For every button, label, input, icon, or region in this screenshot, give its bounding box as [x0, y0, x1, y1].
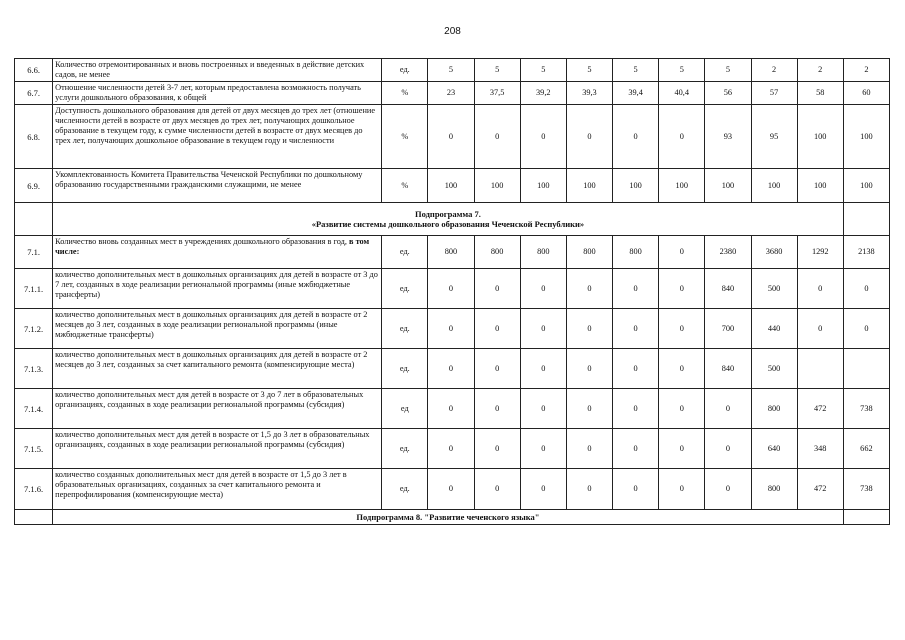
row-number: 7.1.1. — [15, 269, 53, 309]
row-number: 7.1.3. — [15, 349, 53, 389]
row-description: количество дополнительных мест для детей в возрасте от 1,5 до 3 лет в образовательных организациях, созданных в ходе реализации региональной программы (субсидия) — [53, 429, 382, 469]
row-description: количество дополнительных мест в дошкольных организациях для детей в возрасте от 3 до 7 лет, созданных в ходе реализации региональной программы (иные мжбюджетные трансферты) — [53, 269, 382, 309]
value-cell: 100 — [474, 169, 520, 203]
value-cell: 0 — [520, 349, 566, 389]
row-description — [53, 236, 382, 269]
row-description: Доступность дошкольного образования для детей от двух месяцев до трех лет (отношение численности детей в возрасте от двух месяцев до трех лет, получающих дошкольное образование в текущем году, к сумме численности детей в возрасте от двух месяцев до трех лет, получающих дошкольное образование в текущем году и численности — [53, 105, 382, 169]
value-cell: 100 — [797, 169, 843, 203]
table-row — [15, 389, 890, 429]
value-cell: 0 — [566, 105, 612, 169]
value-cell: 5 — [659, 59, 705, 82]
value-cell: 472 — [797, 389, 843, 429]
value-cell: 1292 — [797, 236, 843, 269]
row-number: 6.9. — [15, 169, 53, 203]
value-cell: 0 — [659, 429, 705, 469]
value-cell: 0 — [474, 269, 520, 309]
indicators-table — [14, 58, 890, 525]
row-description: количество дополнительных мест в дошкольных организациях для детей в возрасте от 2 месяцев до 3 лет, созданных в ходе реализации региональной программы (иные мжбюджетные трансферты) — [53, 309, 382, 349]
value-cell: 23 — [428, 82, 474, 105]
value-cell: 39,4 — [613, 82, 659, 105]
value-cell: 0 — [520, 469, 566, 510]
value-cell: 0 — [566, 389, 612, 429]
value-cell: 662 — [843, 429, 889, 469]
unit-cell: ед. — [382, 236, 428, 269]
value-cell: 0 — [520, 309, 566, 349]
unit-cell: ед. — [382, 349, 428, 389]
row-number: 7.1.6. — [15, 469, 53, 510]
value-cell: 100 — [566, 169, 612, 203]
value-cell: 348 — [797, 429, 843, 469]
value-cell: 0 — [613, 349, 659, 389]
value-cell: 5 — [474, 59, 520, 82]
value-cell: 840 — [705, 349, 751, 389]
value-cell: 0 — [659, 469, 705, 510]
blank-cell — [843, 510, 889, 525]
value-cell: 700 — [705, 309, 751, 349]
table-row — [15, 309, 890, 349]
value-cell: 0 — [566, 309, 612, 349]
table-row — [15, 82, 890, 105]
value-cell: 0 — [566, 469, 612, 510]
value-cell — [797, 349, 843, 389]
value-cell: 39,2 — [520, 82, 566, 105]
subprogram-8-row — [15, 510, 890, 525]
value-cell: 800 — [613, 236, 659, 269]
blank-cell — [843, 203, 889, 236]
value-cell: 60 — [843, 82, 889, 105]
unit-cell: ед. — [382, 309, 428, 349]
value-cell: 58 — [797, 82, 843, 105]
value-cell: 0 — [613, 429, 659, 469]
table-row — [15, 59, 890, 82]
row-number: 7.1.2. — [15, 309, 53, 349]
subprogram-title-line: Подпрограмма 8. "Развитие чеченского языка" — [356, 512, 540, 522]
value-cell: 800 — [751, 469, 797, 510]
subprogram-title — [53, 203, 844, 236]
value-cell: 738 — [843, 469, 889, 510]
row-number: 7.1.4. — [15, 389, 53, 429]
value-cell: 5 — [566, 59, 612, 82]
value-cell: 500 — [751, 349, 797, 389]
unit-cell: ед. — [382, 269, 428, 309]
unit-cell: ед. — [382, 59, 428, 82]
value-cell: 93 — [705, 105, 751, 169]
value-cell: 3680 — [751, 236, 797, 269]
subprogram-title-line: Подпрограмма 7. — [415, 209, 481, 219]
row-number: 7.1.5. — [15, 429, 53, 469]
value-cell: 0 — [613, 269, 659, 309]
blank-cell — [15, 203, 53, 236]
value-cell: 0 — [705, 429, 751, 469]
unit-cell: % — [382, 82, 428, 105]
row-description: количество дополнительных мест в дошкольных организациях для детей в возрасте от 2 месяцев до 3 лет, созданных за счет капитального ремонта (компенсирующие места) — [53, 349, 382, 389]
value-cell: 0 — [705, 469, 751, 510]
value-cell: 0 — [474, 389, 520, 429]
row-number: 7.1. — [15, 236, 53, 269]
value-cell — [843, 349, 889, 389]
value-cell: 5 — [428, 59, 474, 82]
value-cell: 2 — [843, 59, 889, 82]
subprogram-7-row — [15, 203, 890, 236]
value-cell: 0 — [797, 269, 843, 309]
value-cell: 640 — [751, 429, 797, 469]
page-number: 208 — [444, 26, 461, 37]
value-cell: 0 — [520, 429, 566, 469]
value-cell: 800 — [428, 236, 474, 269]
table-row — [15, 429, 890, 469]
subprogram-title-line: «Развитие системы дошкольного образования Чеченской Республики» — [311, 219, 585, 229]
value-cell: 100 — [843, 169, 889, 203]
value-cell: 0 — [659, 105, 705, 169]
value-cell: 0 — [659, 349, 705, 389]
value-cell: 0 — [659, 269, 705, 309]
value-cell: 100 — [843, 105, 889, 169]
table-row — [15, 169, 890, 203]
row-description: количество дополнительных мест для детей в возрасте от 3 до 7 лет в образовательных организациях, созданных в ходе реализации региональной программы (субсидия) — [53, 389, 382, 429]
unit-cell: ед — [382, 389, 428, 429]
unit-cell: ед. — [382, 469, 428, 510]
blank-cell — [15, 510, 53, 525]
value-cell: 440 — [751, 309, 797, 349]
row-number: 6.8. — [15, 105, 53, 169]
value-cell: 800 — [474, 236, 520, 269]
value-cell: 0 — [520, 105, 566, 169]
value-cell: 95 — [751, 105, 797, 169]
row-description: Количество отремонтированных и вновь построенных и введенных в действие детских садов, не менее — [53, 59, 382, 82]
value-cell: 100 — [659, 169, 705, 203]
value-cell: 56 — [705, 82, 751, 105]
value-cell: 0 — [428, 429, 474, 469]
value-cell: 57 — [751, 82, 797, 105]
value-cell: 100 — [428, 169, 474, 203]
value-cell: 840 — [705, 269, 751, 309]
value-cell: 800 — [520, 236, 566, 269]
row-number: 6.7. — [15, 82, 53, 105]
table-row — [15, 469, 890, 510]
value-cell: 5 — [520, 59, 566, 82]
value-cell: 472 — [797, 469, 843, 510]
value-cell: 0 — [843, 269, 889, 309]
value-cell: 39,3 — [566, 82, 612, 105]
value-cell: 0 — [520, 269, 566, 309]
value-cell: 2380 — [705, 236, 751, 269]
value-cell: 40,4 — [659, 82, 705, 105]
row-description: Отношение численности детей 3-7 лет, которым предоставлена возможность получать услуги дошкольного образования, к общей — [53, 82, 382, 105]
value-cell: 0 — [428, 269, 474, 309]
value-cell: 0 — [705, 389, 751, 429]
value-cell: 800 — [751, 389, 797, 429]
value-cell: 100 — [705, 169, 751, 203]
value-cell: 0 — [428, 105, 474, 169]
value-cell: 0 — [474, 469, 520, 510]
value-cell: 100 — [797, 105, 843, 169]
value-cell: 0 — [566, 349, 612, 389]
value-cell: 0 — [566, 269, 612, 309]
row-number: 6.6. — [15, 59, 53, 82]
value-cell: 0 — [659, 236, 705, 269]
value-cell: 800 — [566, 236, 612, 269]
value-cell: 0 — [613, 469, 659, 510]
value-cell: 0 — [428, 469, 474, 510]
value-cell: 2 — [751, 59, 797, 82]
value-cell: 2 — [797, 59, 843, 82]
value-cell: 0 — [428, 349, 474, 389]
value-cell: 0 — [474, 309, 520, 349]
value-cell: 0 — [520, 389, 566, 429]
unit-cell: % — [382, 105, 428, 169]
value-cell: 0 — [843, 309, 889, 349]
value-cell: 5 — [613, 59, 659, 82]
value-cell: 100 — [613, 169, 659, 203]
value-cell: 0 — [566, 429, 612, 469]
table-row — [15, 236, 890, 269]
table-row — [15, 349, 890, 389]
subprogram-title — [53, 510, 844, 525]
value-cell: 100 — [520, 169, 566, 203]
value-cell: 0 — [474, 105, 520, 169]
value-cell: 0 — [474, 349, 520, 389]
row-description: Укомплектованность Комитета Правительства Чеченской Республики по дошкольному образованию государственными гражданскими служащими, не менее — [53, 169, 382, 203]
value-cell: 0 — [428, 389, 474, 429]
value-cell: 100 — [751, 169, 797, 203]
value-cell: 0 — [613, 105, 659, 169]
unit-cell: % — [382, 169, 428, 203]
value-cell: 0 — [613, 309, 659, 349]
value-cell: 0 — [659, 389, 705, 429]
value-cell: 2138 — [843, 236, 889, 269]
value-cell: 37,5 — [474, 82, 520, 105]
value-cell: 5 — [705, 59, 751, 82]
table-row — [15, 105, 890, 169]
value-cell: 738 — [843, 389, 889, 429]
row-description-text: Количество вновь созданных мест в учреждениях дошкольного образования в год, — [55, 237, 347, 246]
row-description-bold: в том числе: — [55, 237, 370, 256]
value-cell: 0 — [474, 429, 520, 469]
value-cell: 0 — [613, 389, 659, 429]
value-cell: 0 — [797, 309, 843, 349]
value-cell: 0 — [428, 309, 474, 349]
unit-cell: ед. — [382, 429, 428, 469]
value-cell: 500 — [751, 269, 797, 309]
value-cell: 0 — [659, 309, 705, 349]
row-description: количество созданных дополнительных мест для детей в возрасте от 1,5 до 3 лет в образовательных организациях, созданных за счет капитального ремонта и перепрофилирования (компенсирующие места) — [53, 469, 382, 510]
table-row — [15, 269, 890, 309]
